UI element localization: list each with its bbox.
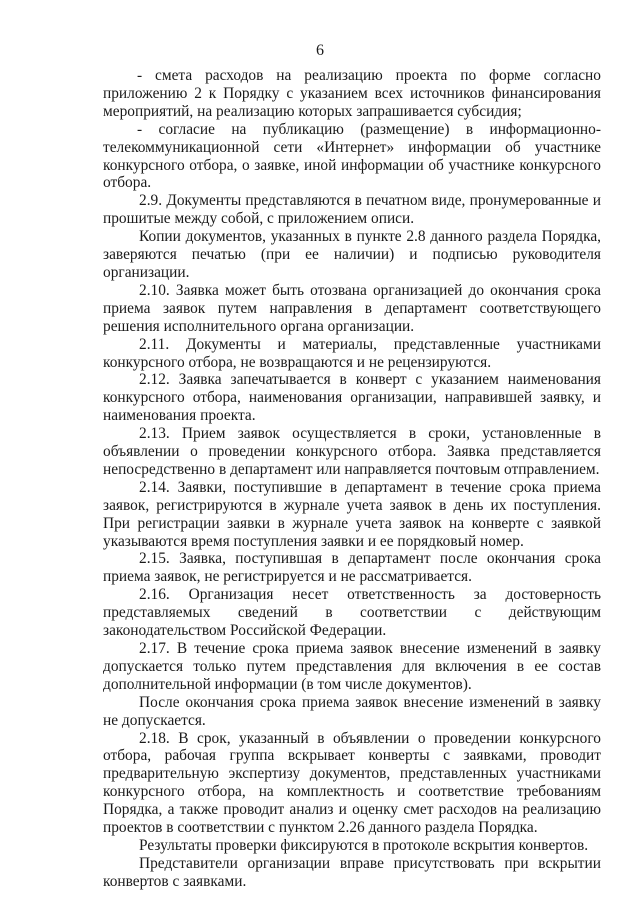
paragraph-2-14: 2.14. Заявки, поступившие в департамент в течение срока приема заявок, регистрируются в журнале учета заявок в день их поступления. При регистрации заявки в журнале учета заявок на конверте с заявкой указываются время поступления заявки и ее порядковый номер. [103, 478, 601, 550]
document-body [103, 67, 601, 891]
page-number: 6 [316, 42, 324, 59]
paragraph-2-13: 2.13. Прием заявок осуществляется в сроки, установленные в объявлении о проведении конкурсного отбора. Заявка представляется непосредственно в департамент или направляется почтовым отправлением. [103, 425, 601, 478]
paragraph-2-9: 2.9. Документы представляются в печатном виде, пронумерованные и прошитые между собой, с приложением описи. [103, 192, 601, 228]
paragraph-no-changes-after-deadline: После окончания срока приема заявок внесение изменений в заявку не допускается. [103, 693, 601, 729]
paragraph-2-12: 2.12. Заявка запечатывается в конверт с указанием наименования конкурсного отбора, наименования организации, направившей заявку, и наименования проекта. [103, 371, 601, 425]
paragraph-2-15: 2.15. Заявка, поступившая в департамент после окончания срока приема заявок, не регистрируется и не рассматривается. [103, 550, 601, 586]
paragraph-2-10: 2.10. Заявка может быть отозвана организацией до окончания срока приема заявок путем направления в департамент соответствующего решения исполнительного органа организации. [103, 281, 601, 335]
paragraph-document-copies: Копии документов, указанных в пункте 2.8 данного раздела Порядка, заверяются печатью (при ее наличии) и подписью руководителя организации. [103, 228, 601, 281]
paragraph-publication-consent: - согласие на публикацию (размещение) в информационно-телекоммуникационной сети «Интернет» информации об участнике конкурсного отбора, о заявке, иной информации об участнике конкурсного отбора. [103, 120, 601, 192]
paragraph-2-16: 2.16. Организация несет ответственность за достоверность представляемых сведений в соответствии с действующим законодательством Российской Федерации. [103, 586, 601, 640]
paragraph-2-17: 2.17. В течение срока приема заявок внесение изменений в заявку допускается только путем представления для включения в ее состав дополнительной информации (в том числе документов). [103, 640, 601, 693]
paragraph-2-18: 2.18. В срок, указанный в объявлении о проведении конкурсного отбора, рабочая группа вскрывает конверты с заявками, проводит предварительную экспертизу документов, представленных участниками конкурсного отбора, на комплектность и соответствие требованиям Порядка, а также проводит анализ и оценку смет расходов на реализацию проектов в соответствии с пунктом 2.26 данного раздела Порядка. [103, 729, 601, 837]
paragraph-2-11: 2.11. Документы и материалы, представленные участниками конкурсного отбора, не возвращаются и не рецензируются. [103, 335, 601, 371]
paragraph-budget-estimate: - смета расходов на реализацию проекта по форме согласно приложению 2 к Порядку с указанием всех источников финансирования мероприятий, на реализацию которых запрашивается субсидия; [103, 67, 601, 120]
paragraph-representatives-presence: Представители организации вправе присутствовать при вскрытии конвертов с заявками. [103, 854, 601, 890]
paragraph-inspection-results: Результаты проверки фиксируются в протоколе вскрытия конвертов. [139, 836, 589, 854]
